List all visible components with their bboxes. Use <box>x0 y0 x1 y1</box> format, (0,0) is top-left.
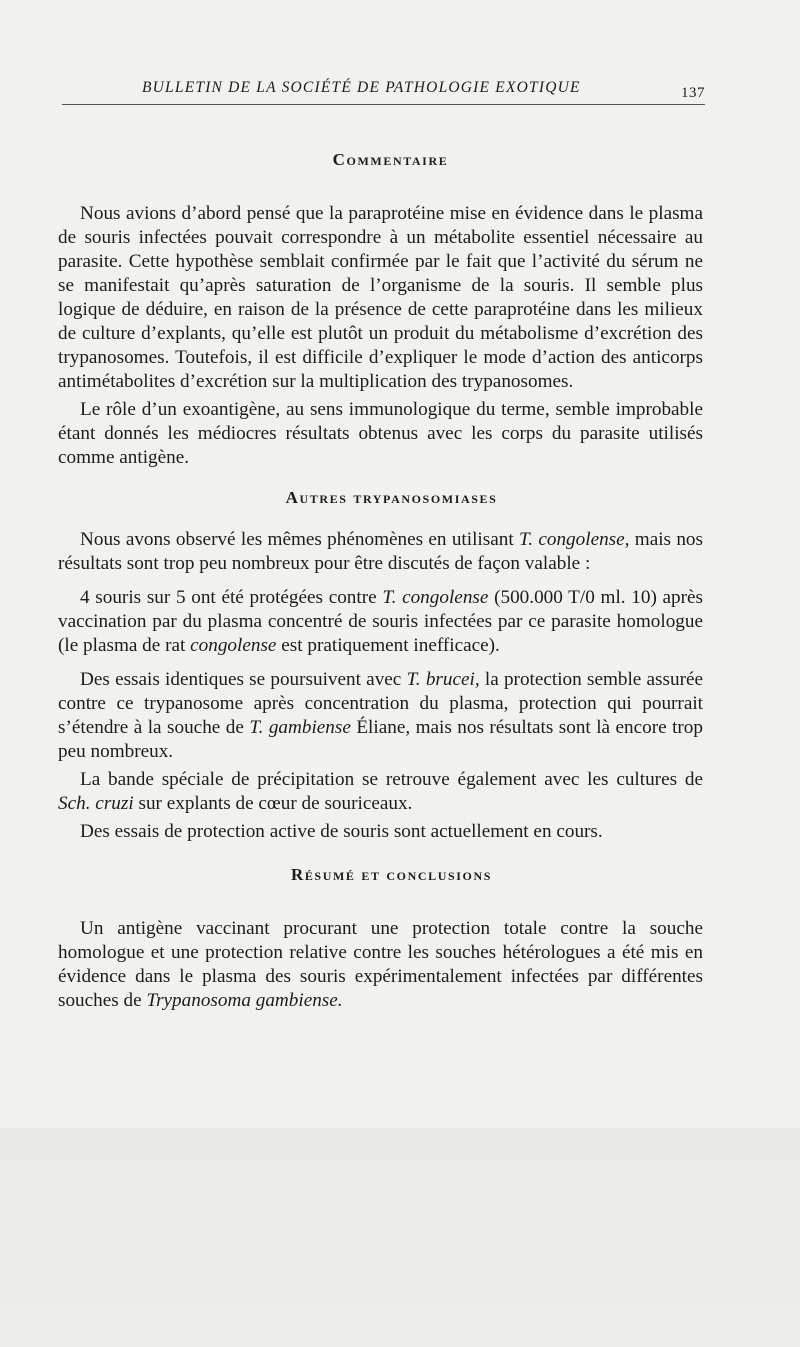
show-through-band <box>0 1128 800 1347</box>
paragraph <box>58 586 703 658</box>
running-header <box>62 76 705 106</box>
paragraph: Le rôle d’un exoantigène, au sens immunologique du terme, semble improbable étant donnés les médiocres résultats obtenus avec les corps du parasite utilisés comme antigène. <box>58 399 703 468</box>
text-run: mais nos résultats sont trop peu nombreux pour être discutés de façon valable : <box>58 529 703 574</box>
text-run: 4 souris sur 5 ont été protégées contre <box>80 587 383 608</box>
paragraph <box>58 528 703 576</box>
paragraph <box>58 917 703 1013</box>
paragraph: Des essais de protection active de souris sont actuellement en cours. <box>80 821 603 842</box>
text-run: La bande spéciale de précipitation se retrouve également avec les cultures de <box>80 769 703 790</box>
text-run: (500.000 T/0 ml. 10) après vaccination par du plasma concentré de souris infectées par ce parasite homologue (le plasma de rat <box>58 587 704 656</box>
text-run: sur explants de cœur de souriceaux. <box>133 793 413 814</box>
text-run: Un antigène vaccinant procurant une protection totale contre la souche homologue et une protection relative contre les souches hétérologues a été mis en évidence dans le plasma des souris expérimentalement infectées par différentes souches de <box>58 918 703 1011</box>
section-heading-resume: Résumé et conclusions <box>290 865 493 884</box>
section-heading-autres: Autres trypanosomiases <box>285 488 498 507</box>
text-run: Éliane, mais nos résultats sont là encore trop peu nombreux. <box>58 717 703 762</box>
species-name: congolense <box>190 635 277 656</box>
paragraph <box>58 668 703 764</box>
header-rule <box>62 104 705 105</box>
running-title: BULLETIN DE LA SOCIÉTÉ DE PATHOLOGIE EXOTIQUE <box>142 79 581 96</box>
species-name: Trypanosoma gambiense. <box>146 990 343 1011</box>
text-run: Nous avons observé les mêmes phénomènes en utilisant <box>80 529 519 550</box>
section-heading-commentaire: Commentaire <box>332 150 449 169</box>
species-name: T. congolense <box>382 587 489 608</box>
species-name: Sch. cruzi <box>58 793 134 814</box>
paragraph: Nous avions d’abord pensé que la paraprotéine mise en évidence dans le plasma de souris infectées pouvait correspondre à un métabolite essentiel nécessaire au parasite. Cette hypothèse semblait confirmée par le fait que l’activité du sérum ne se manifestait qu’après saturation de l’organisme de la souris. Il semble plus logique de déduire, en raison de la présence de cette paraprotéine dans les milieux de culture d’explants, qu’elle est plutôt un produit du métabolisme d’excrétion des trypanosomes. Toutefois, il est difficile d’expliquer le mode d’action des anticorps antimétabolites d’excrétion sur la multiplication des trypanosomes. <box>58 203 703 392</box>
text-run: Des essais identiques se poursuivent avec <box>80 669 407 690</box>
text-run: est pratiquement inefficace). <box>276 635 500 656</box>
page-number: 137 <box>681 85 705 101</box>
species-name: T. congolense, <box>518 529 630 550</box>
text-run: la protection semble assurée contre ce trypanosome après concentration du plasma, protection qui pourrait s’étendre à la souche de <box>58 669 704 738</box>
paragraph <box>58 768 703 816</box>
species-name: T. brucei, <box>406 669 480 690</box>
species-name: T. gambiense <box>249 717 351 738</box>
article-body <box>58 148 703 1017</box>
